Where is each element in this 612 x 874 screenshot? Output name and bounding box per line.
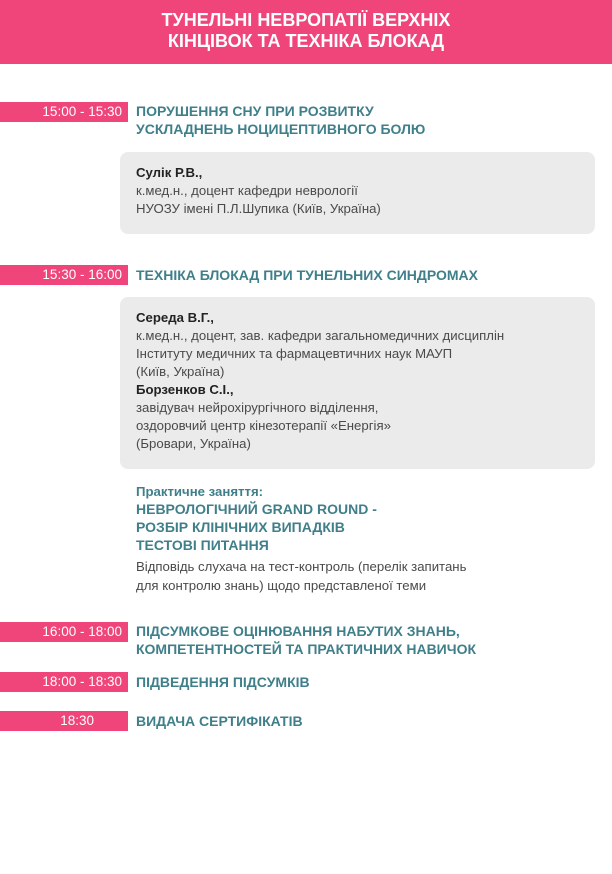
- session-title-5: [136, 712, 303, 730]
- practice-title-line: РОЗБІР КЛІНІЧНИХ ВИПАДКІВ: [136, 519, 345, 535]
- speaker-box-1: [120, 152, 595, 234]
- speaker-detail: (Київ, Україна): [136, 364, 225, 379]
- session-title-line: УСКЛАДНЕНЬ НОЦИЦЕПТИВНОГО БОЛЮ: [136, 121, 426, 137]
- session-title-line: ПІДВЕДЕННЯ ПІДСУМКІВ: [136, 674, 310, 690]
- speaker-name: Сулік Р.В.,: [136, 165, 203, 180]
- speaker-name: Середа В.Г.,: [136, 310, 214, 325]
- practice-title-line: НЕВРОЛОГІЧНИЙ GRAND ROUND -: [136, 501, 377, 517]
- practice-label: Практичне заняття:: [136, 484, 264, 499]
- session-title-line: ПОРУШЕННЯ СНУ ПРИ РОЗВИТКУ: [136, 103, 374, 119]
- header-title-line-1: ТУНЕЛЬНІ НЕВРОПАТІЇ ВЕРХНІХ: [161, 10, 451, 30]
- session-time-1: 15:00 - 15:30: [0, 102, 128, 122]
- session-title-1: [136, 102, 425, 138]
- session-time-2: 15:30 - 16:00: [0, 265, 128, 285]
- speaker-detail: к.мед.н., доцент кафедри неврології: [136, 183, 358, 198]
- session-time-5: 18:30: [0, 711, 128, 731]
- session-time-3: 16:00 - 18:00: [0, 622, 128, 642]
- speaker-detail: к.мед.н., доцент, зав. кафедри загальномедичних дисциплін: [136, 328, 505, 343]
- speaker-detail: завідувач нейрохірургічного відділення,: [136, 400, 379, 415]
- session-title-2: [136, 266, 478, 284]
- practice-desc-line: Відповідь слухача на тест-контроль (перелік запитань: [136, 559, 467, 574]
- session-title-line: КОМПЕТЕНТНОСТЕЙ ТА ПРАКТИЧНИХ НАВИЧОК: [136, 641, 477, 657]
- speaker-name: Борзенков С.І.,: [136, 382, 234, 397]
- header-title-line-2: КІНЦІВОК ТА ТЕХНІКА БЛОКАД: [167, 31, 445, 51]
- speaker-box-2: [120, 297, 595, 469]
- session-title-line: ПІДСУМКОВЕ ОЦІНЮВАННЯ НАБУТИХ ЗНАНЬ,: [136, 623, 460, 639]
- practice-block: [136, 484, 576, 595]
- speaker-detail: Інституту медичних та фармацевтичних наук МАУП: [136, 346, 453, 361]
- page-header: [0, 0, 612, 64]
- session-title-3: [136, 622, 476, 658]
- practice-desc-line: для контролю знань) щодо представленої теми: [136, 578, 427, 593]
- speaker-detail: (Бровари, Україна): [136, 436, 251, 451]
- speaker-detail: НУОЗУ імені П.Л.Шупика (Київ, Україна): [136, 201, 381, 216]
- session-title-line: ТЕХНІКА БЛОКАД ПРИ ТУНЕЛЬНИХ СИНДРОМАХ: [136, 267, 478, 283]
- session-title-4: [136, 673, 310, 691]
- speaker-detail: оздоровчий центр кінезотерапії «Енергія»: [136, 418, 391, 433]
- session-time-4: 18:00 - 18:30: [0, 672, 128, 692]
- practice-title-line: ТЕСТОВІ ПИТАННЯ: [136, 537, 269, 553]
- session-title-line: ВИДАЧА СЕРТИФІКАТІВ: [136, 713, 303, 729]
